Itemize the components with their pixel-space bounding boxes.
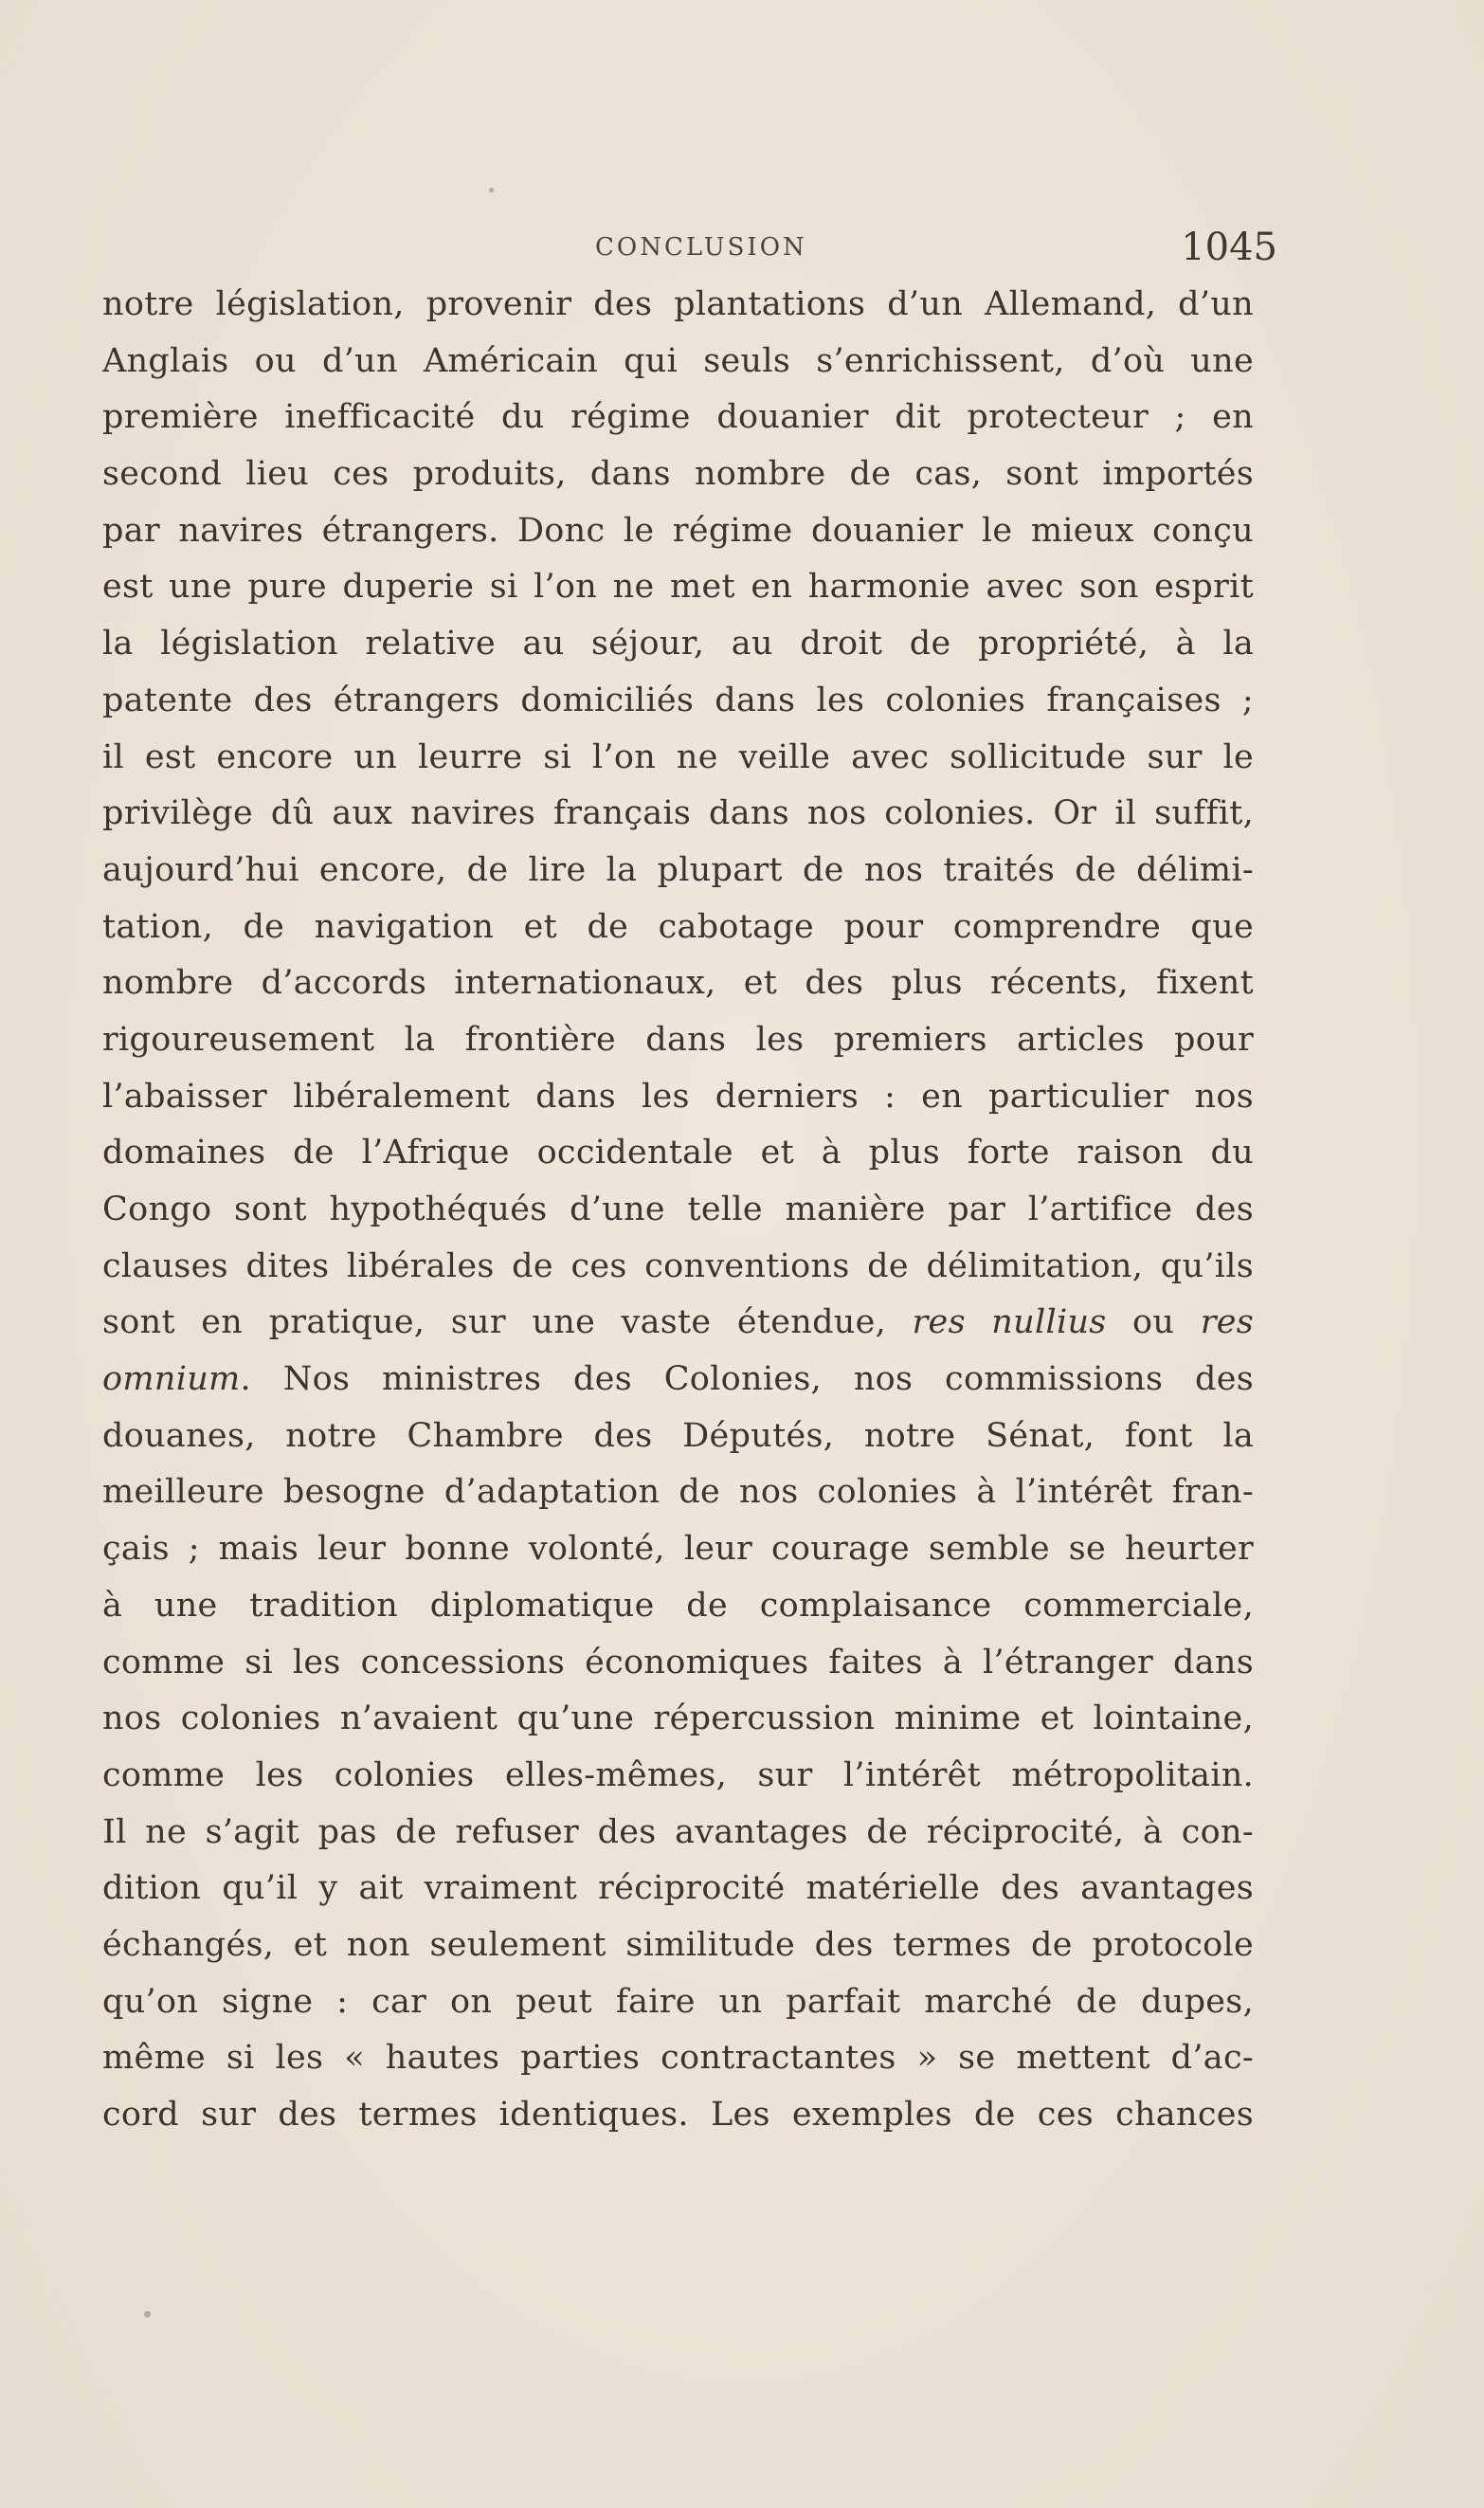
text-run: clauses dites libérales de ces conventions de délimitation, qu’ils <box>102 1246 1254 1285</box>
text-run: même si les « hautes parties contractantes » se mettent d’ac- <box>102 2039 1254 2078</box>
italic-phrase: omnium <box>102 1360 241 1399</box>
text-line <box>102 1012 1254 1069</box>
running-title: CONCLUSION <box>595 233 807 262</box>
text-run: à une tradition diplomatique de complaisance commerciale, <box>102 1586 1254 1625</box>
paper-speck <box>489 188 494 192</box>
text-run: comme si les concessions économiques faites à l’étranger dans <box>102 1643 1254 1681</box>
text-run: la législation relative au séjour, au droit de propriété, à la <box>102 625 1254 663</box>
text-run: Il ne s’agit pas de refuser des avantages de réciprocité, à con- <box>102 1812 1254 1851</box>
text-run: l’abaisser libéralement dans les derniers : en particulier nos <box>102 1077 1254 1116</box>
text-run: second lieu ces produits, dans nombre de cas, sont importés <box>102 455 1254 494</box>
text-line <box>102 503 1254 560</box>
text-run: par navires étrangers. Donc le régime douanier le mieux conçu <box>102 511 1254 550</box>
text-run: qu’on signe : car on peut faire un parfait marché de dupes, <box>102 1982 1254 2021</box>
text-run: patente des étrangers domiciliés dans les colonies françaises ; <box>102 681 1254 719</box>
text-run: est une pure duperie si l’on ne met en harmonie avec son esprit <box>102 568 1254 607</box>
text-line <box>102 1691 1254 1748</box>
text-line <box>102 1748 1254 1805</box>
text-run: meilleure besogne d’adaptation de nos colonies à l’intérêt fran- <box>102 1473 1254 1512</box>
text-run: çais ; mais leur bonne volonté, leur courage semble se heurter <box>102 1530 1254 1569</box>
text-run: privilège dû aux navires français dans nos colonies. Or il suffit, <box>102 794 1254 833</box>
text-line <box>102 1974 1254 2031</box>
text-line <box>102 1182 1254 1239</box>
body-text <box>102 277 1254 2144</box>
text-line <box>102 446 1254 503</box>
text-line <box>102 1521 1254 1578</box>
text-run: Congo sont hypothéqués d’une telle manière par l’artifice des <box>102 1190 1254 1228</box>
text-run: Anglais ou d’un Américain qui seuls s’enrichissent, d’où une <box>102 341 1254 380</box>
text-line <box>102 2087 1254 2144</box>
text-run: cord sur des termes identiques. Les exemples de ces chances <box>102 2096 1254 2134</box>
text-line <box>102 1069 1254 1126</box>
text-run: nombre d’accords internationaux, et des plus récents, fixent <box>102 964 1254 1003</box>
text-line <box>102 1239 1254 1296</box>
text-line <box>102 900 1254 956</box>
text-run: . Nos ministres des Colonies, nos commissions des <box>240 1360 1254 1399</box>
text-line <box>102 390 1254 446</box>
page-number: 1045 <box>1181 226 1277 269</box>
text-run: rigoureusement la frontière dans les premiers articles pour <box>102 1020 1254 1059</box>
text-line <box>102 786 1254 843</box>
text-line <box>102 334 1254 391</box>
text-line <box>102 1464 1254 1521</box>
text-run: ou <box>1106 1303 1201 1342</box>
text-line <box>102 616 1254 673</box>
text-line <box>102 1352 1254 1408</box>
text-run: tation, de navigation et de cabotage pour comprendre que <box>102 907 1254 946</box>
text-run: comme les colonies elles-mêmes, sur l’intérêt métropolitain. <box>102 1755 1254 1794</box>
text-line <box>102 955 1254 1012</box>
text-line <box>102 1861 1254 1917</box>
text-line <box>102 559 1254 616</box>
text-line <box>102 2030 1254 2087</box>
text-run: nos colonies n’avaient qu’une répercussion minime et lointaine, <box>102 1699 1254 1738</box>
text-line <box>102 1578 1254 1635</box>
italic-phrase: res nullius <box>912 1303 1107 1342</box>
text-run: sont en pratique, sur une vaste étendue, <box>102 1303 913 1342</box>
text-line <box>102 1635 1254 1692</box>
text-run: il est encore un leurre si l’on ne veille avec sollicitude sur le <box>102 737 1254 776</box>
italic-phrase: res <box>1200 1303 1254 1342</box>
text-run: première inefficacité du régime douanier dit protecteur ; en <box>102 398 1254 437</box>
text-run: aujourd’hui encore, de lire la plupart de nos traités de délimi- <box>102 850 1254 889</box>
text-line <box>102 1125 1254 1182</box>
text-line <box>102 277 1254 334</box>
text-run: domaines de l’Afrique occidentale et à plus forte raison du <box>102 1134 1254 1172</box>
text-run: échangés, et non seulement similitude des termes de protocole <box>102 1925 1254 1964</box>
text-run: douanes, notre Chambre des Députés, notre Sénat, font la <box>102 1416 1254 1455</box>
page-header <box>102 226 1277 275</box>
text-run: dition qu’il y ait vraiment réciprocité matérielle des avantages <box>102 1869 1254 1908</box>
text-line <box>102 1917 1254 1974</box>
text-line <box>102 673 1254 730</box>
text-line <box>102 1805 1254 1862</box>
text-line <box>102 1408 1254 1465</box>
text-line <box>102 843 1254 900</box>
text-run: notre législation, provenir des plantations d’un Allemand, d’un <box>102 285 1254 323</box>
text-line <box>102 730 1254 787</box>
text-line <box>102 1295 1254 1352</box>
paper-speck <box>144 2311 151 2317</box>
